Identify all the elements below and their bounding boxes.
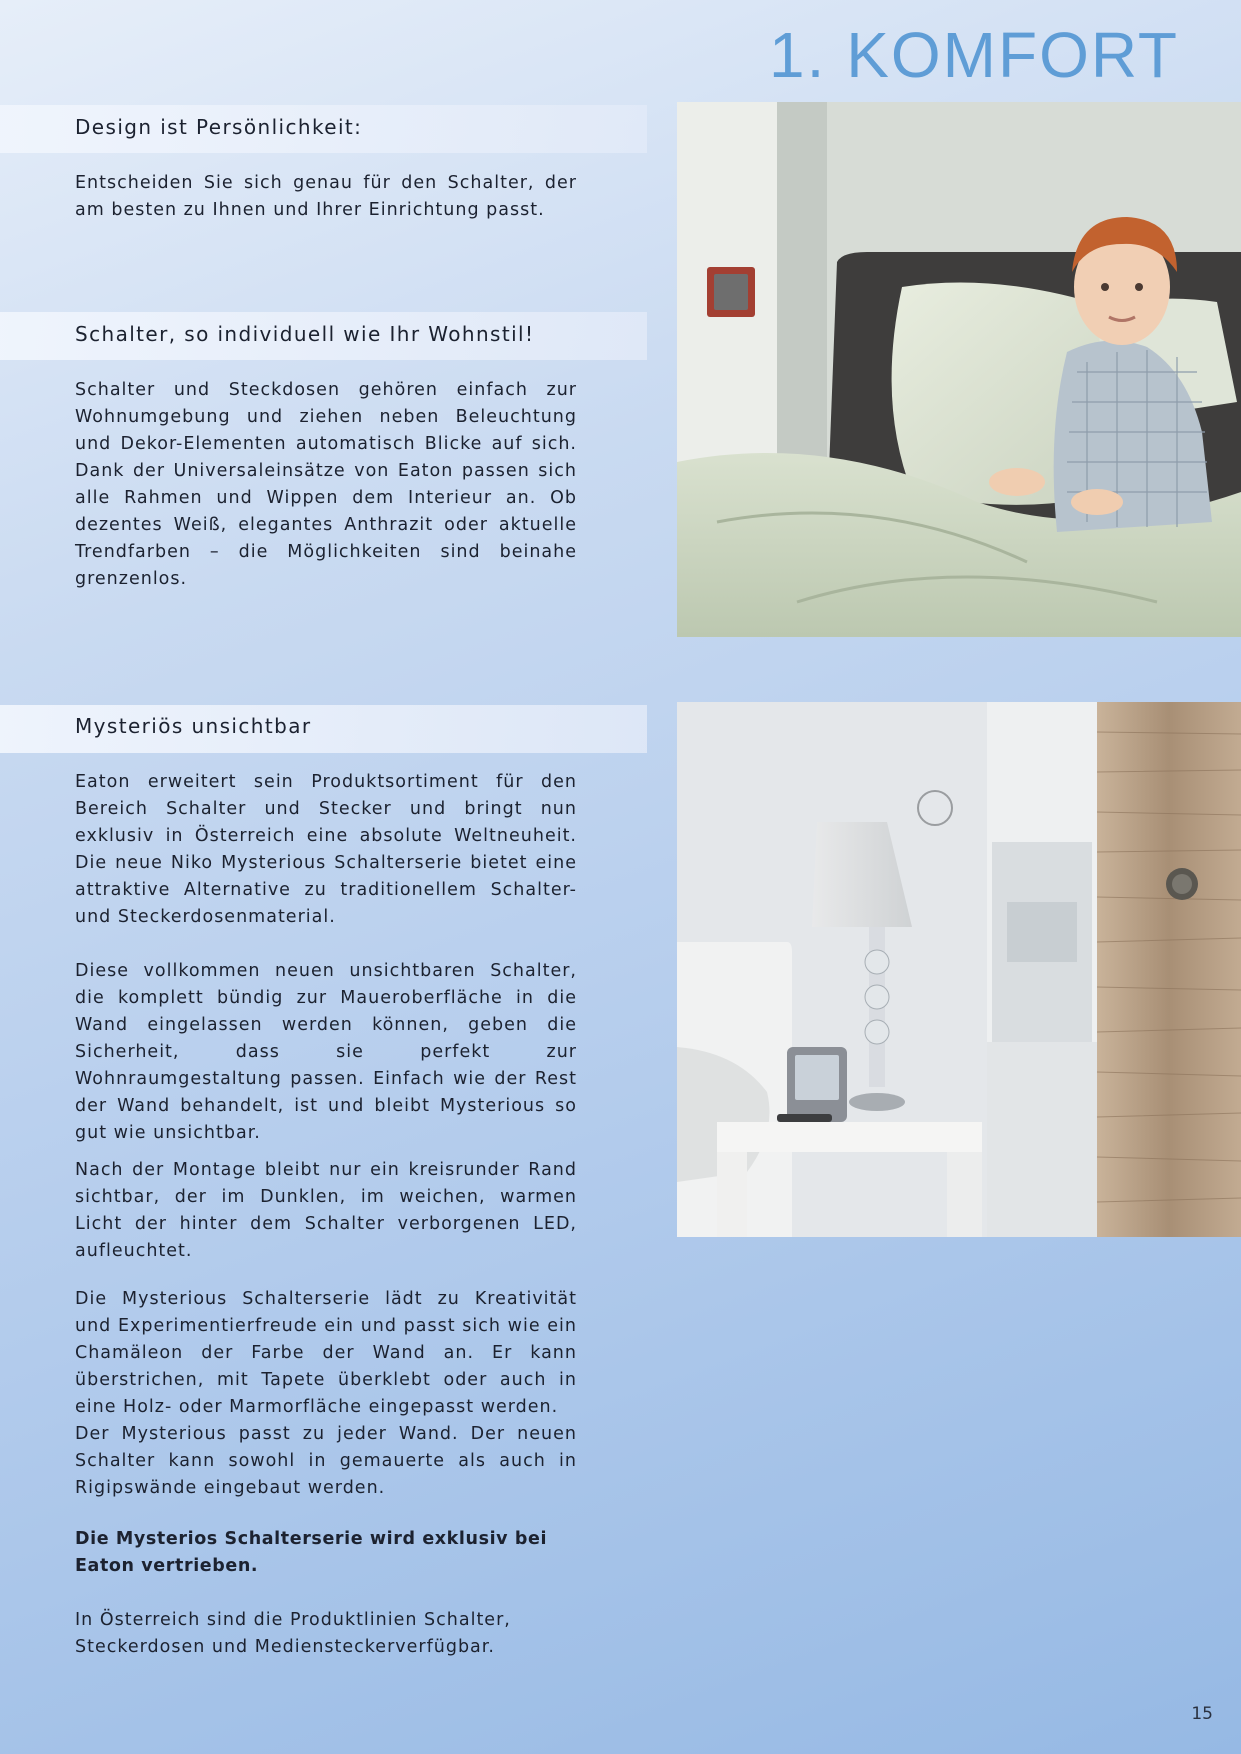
section-heading-mysterioes: Mysteriös unsichtbar [75, 714, 312, 738]
paragraph-mysterioes-4: Die Mysterious Schalterserie lädt zu Kreativität und Experimentierfreude ein und passt sich wie ein Chamäleon der Farbe der Wand an. Er kann überstrichen, mit Tapete überklebt oder auch in eine Holz- oder Marmorfläche eingepasst werden. [75, 1289, 577, 1417]
page-title: 1. KOMFORT [769, 19, 1179, 91]
paragraph-schalter: Schalter und Steckdosen gehören einfach zur Wohnumgebung und ziehen neben Beleuchtung und Dekor-Elementen automatisch Blicke auf sich. Dank der Universaleinsätze von Eaton passen sich alle Rahmen und Wippen dem Interieur an. Ob dezentes Weiß, elegantes Anthrazit oder aktuelle Trendfarben – die Möglichkeiten sind beinahe grenzenlos. [75, 380, 577, 589]
photo-bedroom-switches [677, 702, 1241, 1237]
paragraph-mysterioes-exklusiv: Die Mysterios Schalterserie wird exklusiv bei Eaton vertrieben. [75, 1529, 548, 1576]
paragraph-mysterioes-3: Nach der Montage bleibt nur ein kreisrunder Rand sichtbar, der im Dunklen, im weichen, warmen Licht der hinter dem Schalter verborgenen LED, aufleuchtet. [75, 1160, 577, 1261]
paragraph-mysterioes-2: Diese vollkommen neuen unsichtbaren Schalter, die komplett bündig zur Maueroberfläche in die Wand eingelassen werden können, geben die Sicherheit, dass sie perfekt zur Wohnraumgestaltung passen. Einfach wie der Rest der Wand behandelt, ist und bleibt Mysterious so gut wie unsichtbar. [75, 961, 577, 1143]
paragraph-mysterioes-1: Eaton erweitert sein Produktsortiment für den Bereich Schalter und Stecker und bringt nun exklusiv in Österreich eine absolute Weltneuheit. Die neue Niko Mysterious Schalterserie bietet eine attraktive Alternative zu traditionellem Schalter- und Steckerdosenmaterial. [75, 772, 577, 927]
paragraph-mysterioes-5: Der Mysterious passt zu jeder Wand. Der neuen Schalter kann sowohl in gemauerte als auch in Rigipswände eingebaut werden. [75, 1424, 577, 1498]
paragraph-mysterioes-verfuegbar: In Österreich sind die Produktlinien Schalter, Steckerdosen und Mediensteckerverfügbar. [75, 1610, 511, 1657]
paragraph-design: Entscheiden Sie sich genau für den Schalter, der am besten zu Ihnen und Ihrer Einrichtung passt. [75, 173, 577, 220]
page-number: 15 [1191, 1704, 1213, 1724]
section-heading-schalter: Schalter, so individuell wie Ihr Wohnstil! [75, 322, 535, 346]
section-heading-design: Design ist Persönlichkeit: [75, 115, 363, 139]
photo-child-in-bed [677, 102, 1241, 637]
